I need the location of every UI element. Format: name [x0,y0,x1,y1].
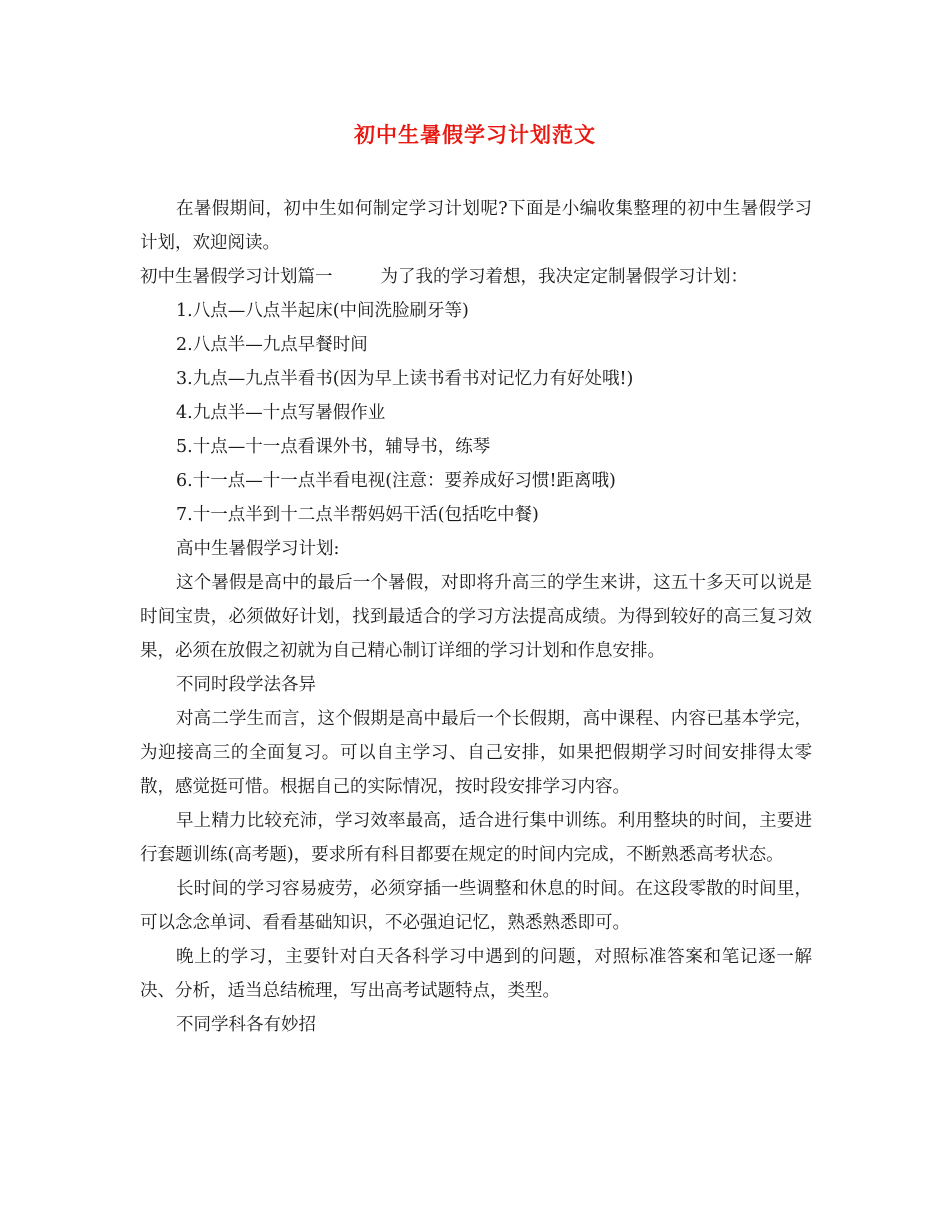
schedule-item: 2.八点半—九点早餐时间 [176,335,368,355]
intro-paragraph: 在暑假期间，初中生如何制定学习计划呢?下面是小编收集整理的初中生暑假学习计划，欢迎阅读。 [140,199,812,253]
document-title: 初中生暑假学习计划范文 [354,122,596,147]
document-body [140,192,812,1042]
section2-paragraph-2: 对高二学生而言，这个假期是高中最后一个长假期，高中课程、内容已基本学完，为迎接高三的全面复习。可以自主学习、自己安排，如果把假期学习时间安排得太零散，感觉挺可惜。根据自己的实际情况，按时段安排学习内容。 [140,709,812,797]
section1-lead: 为了我的学习着想，我决定定制暑假学习计划： [380,267,748,287]
section2-paragraph-1: 这个暑假是高中的最后一个暑假，对即将升高三的学生来讲，这五十多天可以说是时间宝贵，必须做好计划，找到最适合的学习方法提高成绩。为得到较好的高三复习效果，必须在放假之初就为自己精心制订详细的学习计划和作息安排。 [140,573,812,661]
schedule-item: 5.十点—十一点看课外书，辅导书，练琴 [176,437,491,457]
schedule-item: 7.十一点半到十二点半帮妈妈干活(包括吃中餐) [176,505,539,525]
section1-heading: 初中生暑假学习计划篇一 [140,267,333,287]
subheading-subjects: 不同学科各有妙招 [176,1015,316,1035]
section1-heading-line [140,260,812,294]
section2-paragraph-5: 晚上的学习，主要针对白天各科学习中遇到的问题，对照标准答案和笔记逐一解决、分析，适当总结梳理，写出高考试题特点，类型。 [140,947,812,1001]
section2-paragraph-4: 长时间的学习容易疲劳，必须穿插一些调整和休息的时间。在这段零散的时间里，可以念念单词、看看基础知识，不必强迫记忆，熟悉熟悉即可。 [140,879,812,933]
schedule-item: 3.九点—九点半看书(因为早上读书看书对记忆力有好处哦!) [176,369,634,389]
schedule-item: 6.十一点—十一点半看电视(注意：要养成好习惯!距离哦) [176,471,616,491]
section2-paragraph-3: 早上精力比较充沛，学习效率最高，适合进行集中训练。利用整块的时间，主要进行套题训练(高考题)，要求所有科目都要在规定的时间内完成，不断熟悉高考状态。 [140,811,812,865]
section2-heading: 高中生暑假学习计划: [176,539,340,559]
schedule-item: 1.八点—八点半起床(中间洗脸刷牙等) [176,301,469,321]
schedule-item: 4.九点半—十点写暑假作业 [176,403,386,423]
subheading-time-periods: 不同时段学法各异 [176,675,316,695]
